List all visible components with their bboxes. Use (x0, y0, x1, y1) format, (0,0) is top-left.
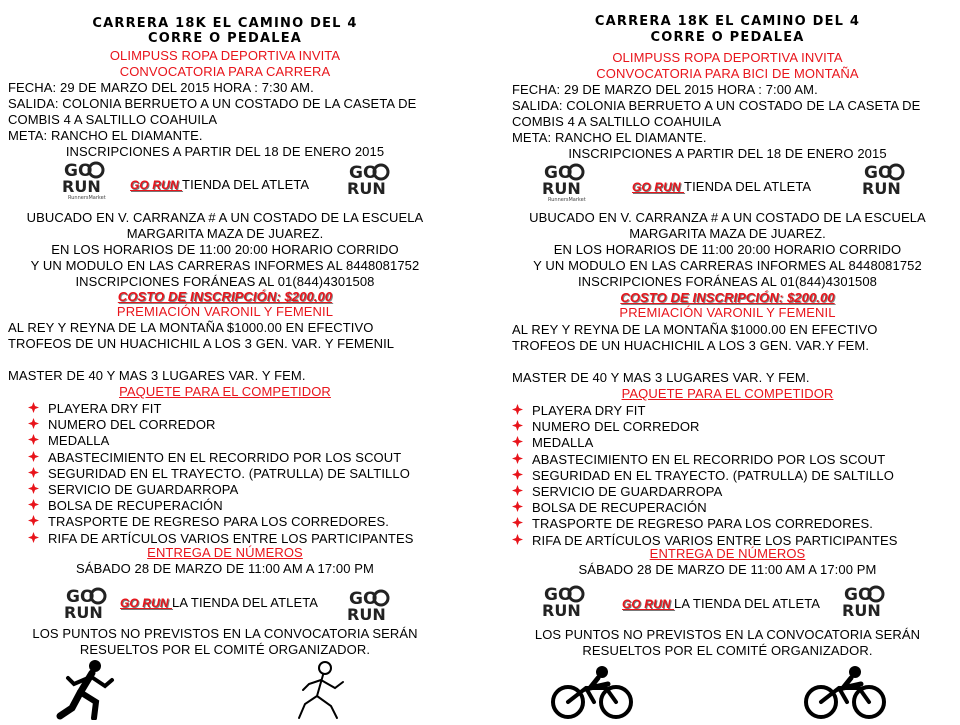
master-line: MASTER DE 40 Y MAS 3 LUGARES VAR. Y FEM. (512, 370, 810, 385)
logo-run-text: RUN (542, 601, 581, 620)
logo-run-text: RUN (842, 601, 881, 620)
rey-line: AL REY Y REYNA DE LA MONTAÑA $1000.00 EN EFECTIVO (8, 320, 374, 335)
diamond-bullet-icon (28, 499, 39, 510)
paquete-item-label: SERVICIO DE GUARDARROPA (532, 484, 723, 499)
logo-go-text: GO (349, 163, 378, 183)
inscripciones-line: INSCRIPCIONES A PARTIR DEL 18 DE ENERO 2015 (568, 146, 887, 161)
paquete-item-label: TRASPORTE DE REGRESO PARA LOS CORREDORES. (532, 516, 873, 532)
paquete-item (28, 498, 223, 513)
premiacion-line: PREMIACIÓN VARONIL Y FEMENIL (116, 304, 334, 319)
foraneas-line: INSCRIPCIONES FORÁNEAS AL 01(844)4301508 (577, 274, 878, 289)
gorun-logo-bottom (62, 586, 114, 626)
premiacion-line: PREMIACIÓN VARONIL Y FEMENIL (619, 305, 836, 320)
entrega-heading: ENTREGA DE NÚMEROS (147, 545, 303, 560)
logo-go-text: GO (349, 589, 378, 609)
logo-run-text: RUN (62, 177, 101, 196)
puntos-line-2: RESUELTOS POR EL COMITÉ ORGANIZADOR. (582, 643, 873, 658)
paquete-item-label: ABASTECIMIENTO EN EL RECORRIDO POR LOS SCOUT (532, 451, 886, 467)
gorun-link-2[interactable]: GO RUN (622, 597, 675, 611)
costo-line (0, 289, 450, 304)
paquete-item (512, 516, 873, 531)
paquete-item-label: PLAYERA DRY FIT (48, 401, 162, 416)
diamond-bullet-icon (512, 501, 523, 512)
salida-line-2: COMBIS 4 A SALTILLO COAHUILA (512, 114, 722, 129)
logo-tag-text: RunnersMarket (548, 197, 586, 202)
puntos-line-2: RESUELTOS POR EL COMITÉ ORGANIZADOR. (79, 642, 371, 657)
rey-line: AL REY Y REYNA DE LA MONTAÑA $1000.00 EN EFECTIVO (512, 322, 878, 337)
tienda-text: TIENDA DEL ATLETA (684, 179, 812, 194)
diamond-bullet-icon (28, 532, 39, 543)
cyclist-icon-2 (803, 664, 889, 725)
paquete-item (28, 482, 238, 497)
trofeos-line: TROFEOS DE UN HUACHICHIL A LOS 3 GEN. VAR. Y FEMENIL (8, 336, 395, 351)
logo-go-text: GO (64, 161, 93, 181)
paquete-item-label: SERVICIO DE GUARDARROPA (48, 482, 239, 497)
logo-run-text: RUN (542, 179, 581, 198)
gorun-link-2[interactable]: GO RUN (120, 596, 173, 610)
paquete-item-label: BOLSA DE RECUPERACIÓN (532, 500, 707, 516)
paquete-item-label: NUMERO DEL CORREDOR (48, 417, 216, 433)
trofeos-line: TROFEOS DE UN HUACHICHIL A LOS 3 GEN. VAR.Y FEM. (512, 338, 870, 353)
paquete-item-label: RIFA DE ARTÍCULOS VARIOS ENTRE LOS PARTICIPANTES (48, 530, 414, 546)
ubicado-line-2: MARGARITA MAZA DE JUAREZ. (126, 226, 324, 241)
gorun-logo (60, 160, 112, 200)
convocatoria-line: CONVOCATORIA PARA CARRERA (119, 64, 331, 79)
paquete-item (28, 531, 414, 546)
paquete-item (28, 514, 389, 529)
meta-line: META: RANCHO EL DIAMANTE. (512, 130, 707, 145)
gorun-logo-right (345, 162, 397, 202)
paquete-heading: PAQUETE PARA EL COMPETIDOR (119, 384, 331, 399)
logo-run-text: RUN (64, 603, 103, 622)
flyer-bici (500, 0, 955, 720)
logo-run-text: RUN (347, 605, 386, 624)
paquete-item (512, 468, 894, 483)
diamond-bullet-icon (28, 418, 39, 429)
diamond-bullet-icon (28, 467, 39, 478)
paquete-item (512, 500, 707, 515)
gorun-logo-bottom-right (840, 584, 892, 624)
flyer-title: CARRERA 18K EL CAMINO DEL 4 (594, 14, 861, 29)
gorun-tienda-line (130, 177, 309, 193)
logo-run-text: RUN (862, 179, 901, 198)
diamond-bullet-icon (512, 453, 523, 464)
ubicado-line-2: MARGARITA MAZA DE JUAREZ. (629, 226, 826, 241)
meta-line: META: RANCHO EL DIAMANTE. (8, 128, 203, 143)
entrega-heading: ENTREGA DE NÚMEROS (649, 546, 806, 561)
paquete-item (28, 450, 401, 465)
tienda-text: TIENDA DEL ATLETA (182, 177, 310, 192)
flyer-title: CARRERA 18K EL CAMINO DEL 4 (92, 16, 358, 31)
horarios-line: EN LOS HORARIOS DE 11:00 20:00 HORARIO CORRIDO (51, 242, 399, 257)
diamond-bullet-icon (28, 483, 39, 494)
tienda-text-2: LA TIENDA DEL ATLETA (172, 595, 319, 610)
paquete-item (512, 484, 722, 499)
paquete-item (512, 452, 885, 467)
horarios-line: EN LOS HORARIOS DE 11:00 20:00 HORARIO CORRIDO (553, 242, 902, 257)
modulo-line: Y UN MODULO EN LAS CARRERAS INFORMES AL 8448081752 (30, 258, 420, 273)
diamond-bullet-icon (512, 436, 523, 447)
diamond-bullet-icon (28, 434, 39, 445)
salida-line-2: COMBIS 4 A SALTILLO COAHUILA (8, 112, 218, 127)
paquete-item-label: NUMERO DEL CORREDOR (532, 419, 700, 435)
salida-line: SALIDA: COLONIA BERRUETO A UN COSTADO DE LA CASETA DE (8, 96, 417, 111)
diamond-bullet-icon (28, 451, 39, 462)
gorun-tienda-line-2 (622, 596, 820, 612)
logo-go-text: GO (544, 585, 573, 605)
paquete-item (512, 403, 646, 418)
runner-man-icon (285, 660, 355, 725)
flyer-subtitle: CORRE O PEDALEA (650, 30, 805, 45)
paquete-item (28, 466, 410, 481)
invita-line: OLIMPUSS ROPA DEPORTIVA INVITA (109, 48, 341, 63)
gorun-link[interactable]: GO RUN (130, 178, 183, 192)
puntos-line: LOS PUNTOS NO PREVISTOS EN LA CONVOCATORIA SERÁN (32, 626, 418, 641)
gorun-link[interactable]: GO RUN (632, 180, 685, 194)
paquete-item-label: SEGURIDAD EN EL TRAYECTO. (PATRULLA) DE SALTILLO (532, 467, 894, 483)
logo-go-text: GO (864, 163, 893, 183)
paquete-item (512, 435, 593, 450)
diamond-bullet-icon (512, 469, 523, 480)
modulo-line: Y UN MODULO EN LAS CARRERAS INFORMES AL 8448081752 (533, 258, 922, 273)
paquete-item-label: ABASTECIMIENTO EN EL RECORRIDO POR LOS SCOUT (48, 449, 402, 465)
gorun-tienda-line-2 (120, 595, 318, 611)
paquete-item-label: SEGURIDAD EN EL TRAYECTO. (PATRULLA) DE SALTILLO (48, 465, 410, 481)
diamond-bullet-icon (28, 515, 39, 526)
gorun-tienda-line (632, 179, 811, 195)
logo-run-text: RUN (347, 179, 386, 198)
cyclist-icon (550, 664, 636, 725)
diamond-bullet-icon (512, 420, 523, 431)
fecha-line: FECHA: 29 DE MARZO DEL 2015 HORA : 7:30 AM. (8, 80, 314, 95)
sabado-line: SÁBADO 28 DE MARZO DE 11:00 AM A 17:00 PM (76, 561, 374, 576)
gorun-logo-right (860, 162, 912, 202)
paquete-item-label: MEDALLA (48, 433, 110, 449)
costo-text: COSTO DE INSCRIPCIÓN: $200.00 (117, 289, 333, 304)
paquete-item-label: BOLSA DE RECUPERACIÓN (48, 498, 223, 514)
logo-go-text: GO (66, 587, 95, 607)
ubicado-line: UBUCADO EN V. CARRANZA # A UN COSTADO DE LA ESCUELA (529, 210, 926, 225)
gorun-logo-bottom (540, 584, 592, 624)
tienda-text-2: LA TIENDA DEL ATLETA (674, 596, 821, 611)
runner-woman-icon (50, 658, 120, 725)
paquete-heading: PAQUETE PARA EL COMPETIDOR (621, 386, 834, 401)
paquete-item-label: MEDALLA (532, 435, 594, 451)
logo-go-text: GO (544, 163, 573, 183)
paquete-item-label: PLAYERA DRY FIT (532, 403, 646, 418)
flyer-carrera (0, 0, 450, 720)
diamond-bullet-icon (512, 485, 523, 496)
sabado-line: SÁBADO 28 DE MARZO DE 11:00 AM A 17:00 PM (578, 562, 877, 577)
costo-line (500, 290, 955, 305)
paquete-item (28, 417, 216, 432)
invita-line: OLIMPUSS ROPA DEPORTIVA INVITA (612, 50, 843, 65)
puntos-line: LOS PUNTOS NO PREVISTOS EN LA CONVOCATORIA SERÁN (534, 627, 921, 642)
diamond-bullet-icon (512, 534, 523, 545)
paquete-item-label: TRASPORTE DE REGRESO PARA LOS CORREDORES. (48, 514, 389, 530)
logo-tag-text: RunnersMarket (68, 195, 106, 200)
master-line: MASTER DE 40 Y MAS 3 LUGARES VAR. Y FEM. (8, 368, 306, 383)
diamond-bullet-icon (28, 402, 39, 413)
ubicado-line: UBUCADO EN V. CARRANZA # A UN COSTADO DE LA ESCUELA (26, 210, 424, 225)
diamond-bullet-icon (512, 517, 523, 528)
salida-line: SALIDA: COLONIA BERRUETO A UN COSTADO DE LA CASETA DE (512, 98, 921, 113)
foraneas-line: INSCRIPCIONES FORÁNEAS AL 01(844)4301508 (75, 274, 375, 289)
diamond-bullet-icon (512, 404, 523, 415)
flyer-subtitle: CORRE O PEDALEA (147, 31, 303, 46)
convocatoria-line: CONVOCATORIA PARA BICI DE MONTAÑA (596, 66, 859, 81)
costo-text: COSTO DE INSCRIPCIÓN: $200.00 (620, 290, 835, 305)
paquete-item (512, 419, 700, 434)
paquete-item (28, 401, 162, 416)
logo-go-text: GO (844, 585, 873, 605)
paquete-item (28, 433, 109, 448)
fecha-line: FECHA: 29 DE MARZO DEL 2015 HORA : 7:00 AM. (512, 82, 818, 97)
inscripciones-line: INSCRIPCIONES A PARTIR DEL 18 DE ENERO 2015 (65, 144, 385, 159)
gorun-logo (540, 162, 592, 202)
paquete-item-label: RIFA DE ARTÍCULOS VARIOS ENTRE LOS PARTICIPANTES (532, 532, 898, 548)
gorun-logo-bottom-right (345, 588, 397, 628)
